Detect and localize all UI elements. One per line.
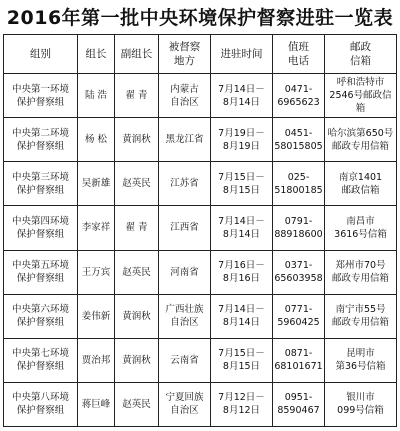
region-cell: 河南省 [159,250,211,294]
region-cell: 云南省 [159,338,211,382]
mailbox-cell: 南宁市55号 邮政专用信箱 [325,294,397,338]
header-group: 组别 [4,35,78,74]
header-leader: 组长 [78,35,115,74]
leader-cell: 贾治邦 [78,338,115,382]
phone-cell: 0791- 88918600 [273,206,325,250]
group-cell: 中央第三环境 保护督察组 [4,162,78,206]
deputy-cell: 赵英民 [115,162,159,206]
deputy-cell: 翟 青 [115,74,159,118]
leader-cell: 李家祥 [78,206,115,250]
header-deputy: 副组长 [115,35,159,74]
header-mailbox: 邮政 信箱 [325,35,397,74]
leader-cell: 姜伟新 [78,294,115,338]
region-cell: 内蒙古 自治区 [159,74,211,118]
header-phone: 值班 电话 [273,35,325,74]
phone-cell: 0871- 68101671 [273,338,325,382]
mailbox-cell: 昆明市 第36号信箱 [325,338,397,382]
deputy-cell: 赵英民 [115,250,159,294]
header-row [4,35,397,74]
group-cell: 中央第四环境 保护督察组 [4,206,78,250]
phone-cell: 025- 51800185 [273,162,325,206]
region-cell: 黑龙江省 [159,118,211,162]
region-cell: 江苏省 [159,162,211,206]
mailbox-cell: 呼和浩特市 2546号邮政信箱 [325,74,397,118]
table-row [4,74,397,118]
leader-cell: 蒋巨峰 [78,382,115,426]
table-title: 2016年第一批中央环境保护督察进驻一览表 [6,7,394,29]
table-row [4,382,397,426]
table-row [4,206,397,250]
group-cell: 中央第二环境 保护督察组 [4,118,78,162]
period-cell: 7月14日－ 8月14日 [211,294,273,338]
leader-cell: 王万宾 [78,250,115,294]
phone-cell: 0771- 5960425 [273,294,325,338]
period-cell: 7月15日－ 8月15日 [211,338,273,382]
group-cell: 中央第六环境 保护督察组 [4,294,78,338]
mailbox-cell: 南昌市 3616号信箱 [325,206,397,250]
leader-cell: 吴新雄 [78,162,115,206]
group-cell: 中央第一环境 保护督察组 [4,74,78,118]
inspection-table [3,34,397,427]
region-cell: 宁夏回族 自治区 [159,382,211,426]
group-cell: 中央第七环境 保护督察组 [4,338,78,382]
table-row [4,118,397,162]
leader-cell: 陆 浩 [78,74,115,118]
period-cell: 7月12日－ 8月12日 [211,382,273,426]
deputy-cell: 黄润秋 [115,294,159,338]
phone-cell: 0371- 65603958 [273,250,325,294]
group-cell: 中央第八环境 保护督察组 [4,382,78,426]
period-cell: 7月16日－ 8月16日 [211,250,273,294]
mailbox-cell: 南京1401 邮政信箱 [325,162,397,206]
phone-cell: 0951- 8590467 [273,382,325,426]
period-cell: 7月15日－ 8月15日 [211,162,273,206]
mailbox-cell: 银川市 099号信箱 [325,382,397,426]
header-region: 被督察 地方 [159,35,211,74]
mailbox-cell: 哈尔滨第650号 邮政专用信箱 [325,118,397,162]
group-cell: 中央第五环境 保护督察组 [4,250,78,294]
mailbox-cell: 郑州市70号 邮政专用信箱 [325,250,397,294]
period-cell: 7月14日－ 8月14日 [211,74,273,118]
header-period: 进驻时间 [211,35,273,74]
period-cell: 7月14日－ 8月14日 [211,206,273,250]
deputy-cell: 赵英民 [115,382,159,426]
table-row [4,294,397,338]
region-cell: 江西省 [159,206,211,250]
period-cell: 7月19日－ 8月19日 [211,118,273,162]
table-row [4,162,397,206]
table-row [4,250,397,294]
region-cell: 广西壮族 自治区 [159,294,211,338]
phone-cell: 0451- 58015805 [273,118,325,162]
deputy-cell: 翟 青 [115,206,159,250]
phone-cell: 0471- 6965623 [273,74,325,118]
deputy-cell: 黄润秋 [115,338,159,382]
table-row [4,338,397,382]
leader-cell: 杨 松 [78,118,115,162]
deputy-cell: 黄润秋 [115,118,159,162]
